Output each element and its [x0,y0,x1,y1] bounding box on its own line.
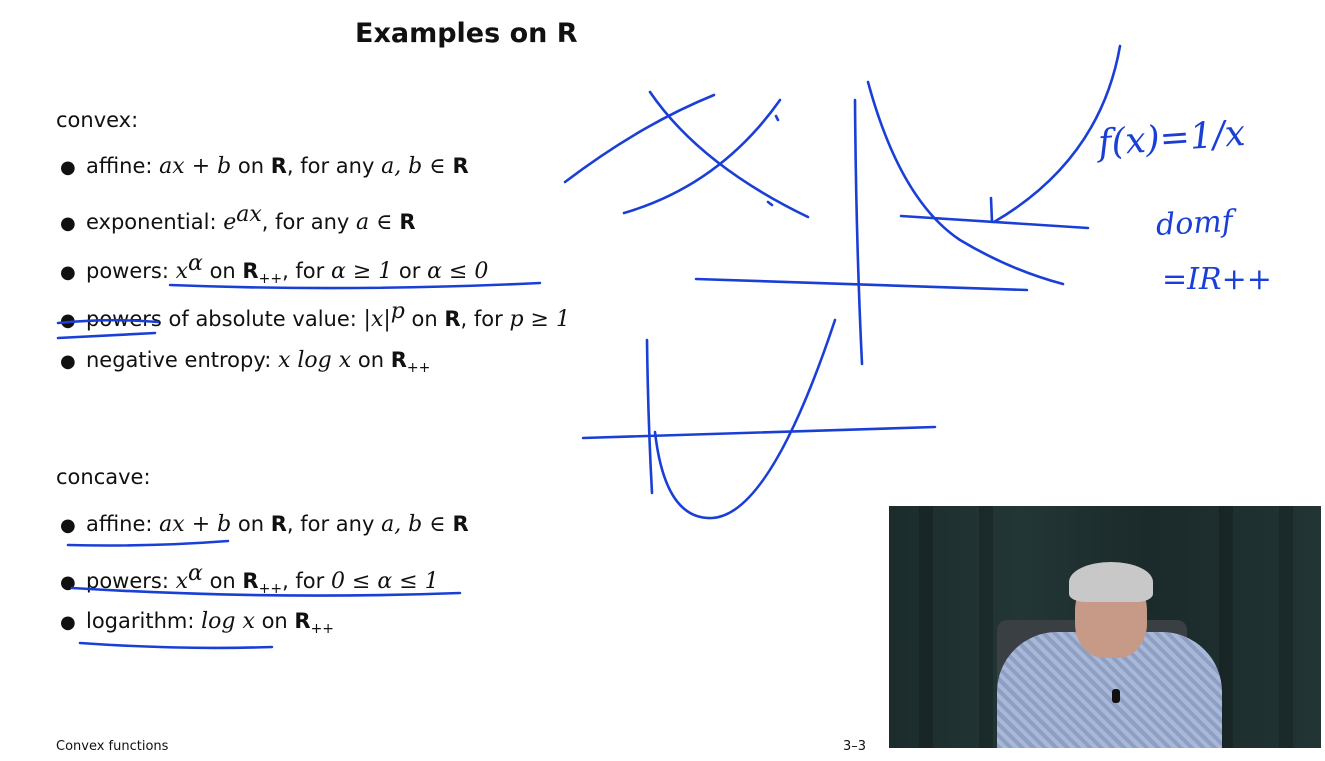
sketch-tick-1 [776,116,778,120]
item-expr: |x| [363,307,391,332]
item-sup: p [390,299,405,324]
item-cond: 0 ≤ α ≤ 1 [330,569,439,594]
item-tail: , for any [261,210,356,234]
item-expr: x [175,259,189,284]
sketch-axis-vertical [855,100,862,364]
item-cond: a, b ∈ [381,154,453,179]
sketch-line-3 [624,100,780,213]
item-cond: a ∈ [355,210,400,235]
item-name: affine: [86,512,153,536]
item-cond-set: R [452,154,469,178]
item-cond-set: R [399,210,416,234]
sketch-asymptote [901,216,1088,228]
bullet-icon: ● [60,351,76,372]
item-on: on [231,512,271,536]
convex-item-neg-entropy [60,348,430,376]
concave-item-powers [60,561,439,597]
sketch-parabola [655,320,835,518]
item-set: R [242,259,259,283]
convex-item-powers [60,251,488,287]
slide-title: Examples on R [355,18,578,49]
item-expr: log x [201,609,255,634]
item-set: R [242,569,259,593]
item-tail: , for [282,569,331,593]
item-expr: e [223,210,237,235]
item-sub: ++ [406,360,431,377]
convex-label: convex: [56,108,139,132]
item-on: on [202,259,243,283]
item-on: on [351,348,391,372]
sketch-line-1 [565,95,714,182]
item-cond2: α ≤ 0 [427,259,489,284]
bullet-icon: ● [60,262,76,283]
item-expr: ax + b [159,512,232,537]
item-set: R [390,348,407,372]
microphone-icon [1112,689,1120,703]
concave-label: concave: [56,465,151,489]
convex-item-exponential [60,202,416,235]
footer-section: Convex functions [56,739,169,754]
item-on: on [254,609,295,633]
bullet-icon: ● [60,515,76,536]
item-sub: ++ [258,581,283,598]
item-sub: ++ [258,271,283,288]
item-set: R [270,512,287,536]
underline-affine-concave [68,541,228,546]
convex-item-abs-powers [60,299,570,332]
item-on: on [404,307,445,331]
item-name: powers: [86,569,169,593]
speaker-video [889,506,1321,748]
bullet-icon: ● [60,310,76,331]
item-set: R [444,307,461,331]
item-sup: ax [236,202,262,227]
item-expr: x log x [278,348,352,373]
item-cond-set: R [452,512,469,536]
bullet-icon: ● [60,157,76,178]
concave-item-logarithm [60,609,334,637]
item-name: powers: [86,259,169,283]
item-tail: , for any [286,512,382,536]
item-on: on [202,569,243,593]
annotation-eq-r: =IR++ [1162,262,1272,297]
bullet-icon: ● [60,612,76,633]
annotation-f-def: f(x)=1/x [1096,112,1247,165]
bullet-icon: ● [60,213,76,234]
item-tail: , for [460,307,510,331]
sketch-hyperbola [868,82,1063,284]
item-name: negative entropy: [86,348,272,372]
concave-item-affine [60,512,469,537]
item-expr: ax + b [159,154,232,179]
item-sub: ++ [310,621,335,638]
item-sup: α [188,561,203,586]
item-name: logarithm: [86,609,195,633]
item-name: powers of absolute value: [86,307,357,331]
sketch-parabola-axis-h [583,427,935,438]
sketch-axis-horizontal [696,279,1027,290]
sketch-parabola-axis-v [647,340,652,493]
item-cond: α ≥ 1 [330,259,393,284]
item-cond: a, b ∈ [381,512,453,537]
item-name: exponential: [86,210,217,234]
item-cond: p ≥ 1 [509,307,570,332]
item-tail: , for any [286,154,382,178]
item-expr: x [175,569,189,594]
item-sup: α [188,251,203,276]
speaker-hair [1069,562,1153,602]
sketch-line-2 [650,92,808,217]
bullet-icon: ● [60,572,76,593]
item-or: or [392,259,428,283]
item-set: R [270,154,287,178]
underline-logarithm [80,643,272,648]
item-name: affine: [86,154,153,178]
footer-page-number: 3–3 [843,739,867,754]
convex-item-affine [60,154,469,179]
item-tail: , for [282,259,331,283]
item-on: on [231,154,271,178]
sketch-tick-2 [768,202,772,205]
item-set: R [294,609,311,633]
annotation-dom-f: domf [1155,204,1234,243]
